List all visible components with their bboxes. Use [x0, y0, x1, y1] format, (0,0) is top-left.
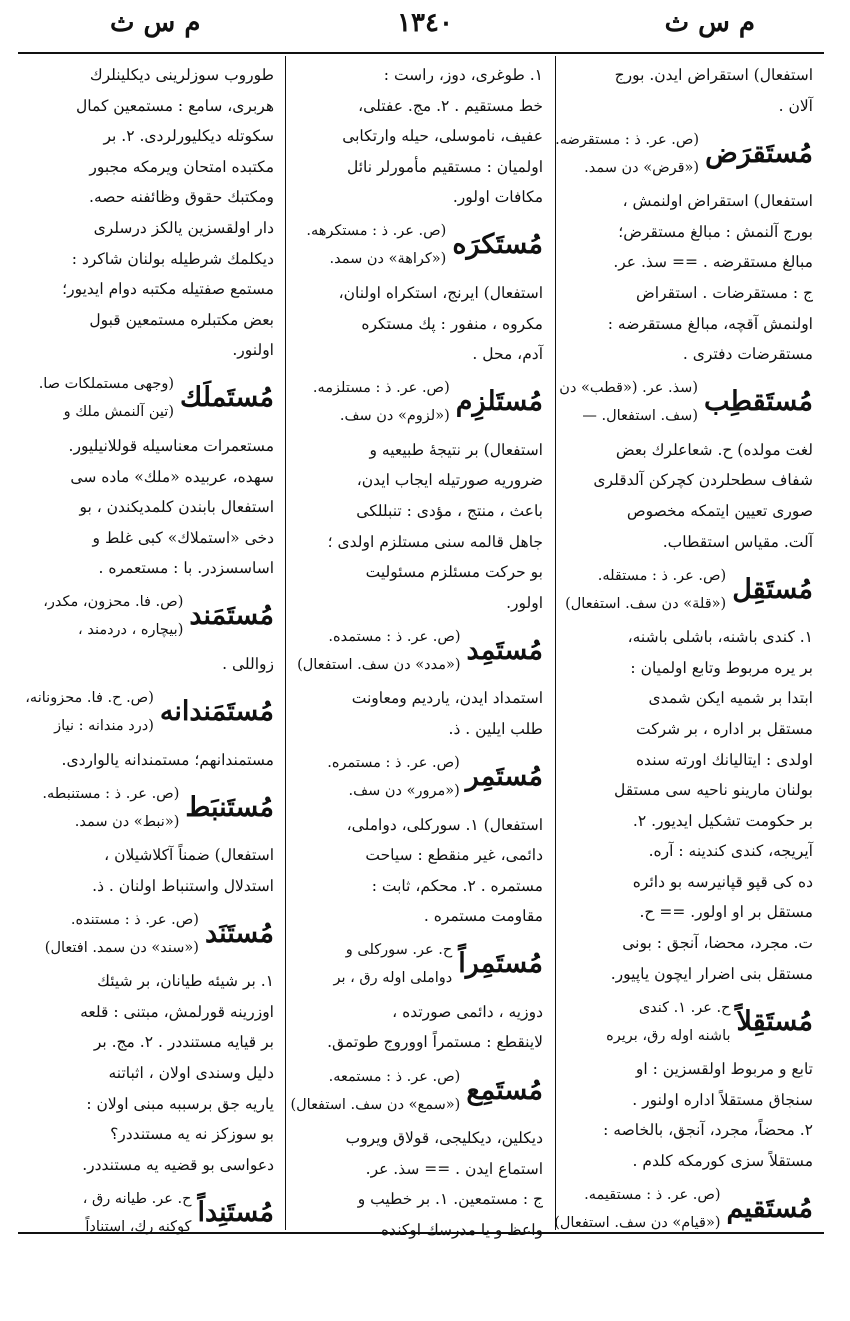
definition-line: اساسسزدر. با : مستعمره .: [98, 559, 274, 578]
definition-line: عفیف، ناموسلی، حیله وارتکابی: [342, 127, 543, 146]
definition-line: دوزیه ، دائمی صورتده ،: [392, 1002, 543, 1021]
definition-line: استفعال) بر نتیجهٔ طبیعیه و: [369, 440, 543, 459]
column-right: [554, 60, 813, 1232]
definition-line: استفعال) ١. سورکلی، دواملی،: [346, 815, 543, 834]
definition-line: طوروب سوزلرینی دیکلینلرك: [89, 66, 274, 84]
headword: مُستَملَك: [180, 382, 274, 414]
grammar-note: [555, 126, 699, 182]
grammar-line: («سند» دن سمد. افتعال): [44, 939, 199, 956]
definition-line: مکتبده امتحان ویرمکه مجبور: [89, 157, 274, 176]
dictionary-entry: [563, 559, 813, 620]
grammar-line: (ص. عر. ذ : مستنبطه.: [42, 785, 180, 802]
grammar-line: (ص. ح. فا. محزونانه،: [25, 690, 154, 706]
grammar-note: [43, 588, 183, 644]
definition-line: ١. طوغری، دوز، راست :: [383, 66, 543, 84]
dictionary-entry: [290, 1060, 543, 1121]
headword: مُستَکرَه: [452, 229, 543, 261]
definition-line: آیریجه، کندی کندینه : آره.: [648, 842, 813, 861]
grammar-line: (ص. عر. ذ : مستکرهه.: [306, 223, 447, 240]
definition-line: دخی «استملاك» کبی غلط و: [92, 528, 274, 547]
definition-line: مکافات اولور.: [452, 188, 543, 207]
grammar-note: [45, 906, 199, 962]
grammar-line: (ص. عر. ذ : مستمده.: [328, 628, 461, 645]
definition-line: استفعال) استقراض ایدن. بورج: [614, 66, 813, 84]
dictionary-entry: [293, 934, 543, 995]
definition-line: واعظ و یا مدرسك اوکنده: [380, 1220, 543, 1239]
definition-line: استفعال بابندن کلمدیکندن ، بو: [79, 498, 274, 517]
definition-line: آلت. مقیاس استقطاب.: [662, 532, 813, 551]
headword: مُستَقیم: [726, 1193, 813, 1225]
grammar-line: («لزوم» دن سف.: [339, 408, 450, 425]
dictionary-entry: [293, 215, 543, 276]
definition-line: اولنمش آقچه، مبالغ مستقرضه :: [607, 314, 813, 333]
definition-line: اولدی : ایتالیانك اورته سنده: [635, 750, 813, 769]
definition-line: آدم، محل .: [472, 345, 543, 364]
headword: مُستَقطِب: [703, 386, 813, 418]
grammar-line: («قرض» دن سمد.: [584, 159, 700, 176]
dictionary-entry: [24, 368, 274, 429]
running-head-left: م س ث: [110, 8, 201, 38]
grammar-note: [565, 562, 726, 618]
definition-line: استمداد ایدن، یاردیم ومعاونت: [351, 689, 543, 708]
definition-line: صوری تعیین ایتمکه مخصوص: [626, 501, 813, 520]
definition-line: بورج آلنمش : مبالغ مستقرض؛: [618, 222, 813, 241]
definition-line: دعواسی بو قضیه یه مستنددر.: [82, 1155, 274, 1174]
grammar-line: (ص. فا. محزون، مکدر،: [43, 594, 184, 611]
column-left: [24, 60, 274, 1235]
definition-line: آلان .: [778, 96, 813, 115]
definition-line: دلیل وسندی اولان ، اثباتنه: [108, 1064, 274, 1083]
definition-line: دیکلین، دیکلیجی، قولاق ویروب: [345, 1129, 543, 1148]
dictionary-entry: [555, 123, 813, 184]
dictionary-entry: [559, 372, 813, 433]
definition-line: لاینقطع : مستمراً اووروج طوتمق.: [327, 1033, 543, 1052]
grammar-line: ح. عر. سورکلی و: [345, 942, 453, 959]
dictionary-entry: [24, 586, 274, 647]
grammar-note: [559, 374, 698, 430]
header-rule: [18, 52, 824, 54]
definition-line: ١. کندی باشنه، باشلی باشنه،: [627, 628, 813, 647]
dictionary-entry: [24, 903, 274, 964]
footer-rule: [18, 1232, 824, 1234]
definition-line: ده کی قپو قپانیرسه بو دائره: [632, 872, 813, 891]
definition-line: بولنان مارینو ناحیه سی مستقل: [614, 781, 813, 800]
grammar-line: (ص. عر. ذ : مستمره.: [327, 755, 460, 771]
definition-line: دیکلمك شرطیله بولنان شاکرد :: [71, 249, 274, 268]
dictionary-entry: [293, 372, 543, 433]
dictionary-entry: [24, 1182, 274, 1243]
definition-line: شفاف سطحلردن کچرکن آلدقلری: [593, 471, 813, 490]
headword: مُستَلزِم: [455, 386, 543, 418]
definition-line: بر یره مربوط وتابع اولمیان :: [630, 658, 813, 677]
grammar-line: (ص. عر. ذ : مستمعه.: [328, 1068, 461, 1085]
grammar-line: باشنه اوله رق، بریره: [606, 1027, 731, 1044]
definition-line: خط مستقیم . ٢. مج. عفتلی،: [358, 96, 543, 115]
dictionary-entry: [24, 682, 274, 743]
dictionary-entry: [293, 747, 543, 808]
definition-line: بر حکومت تشکیل ایدیور. ٢.: [632, 811, 813, 830]
page-number: ١٣٤٠: [397, 8, 453, 38]
grammar-line: (سذ. عر. («قطب» دن: [559, 380, 698, 397]
grammar-line: («کراهة» دن سمد.: [329, 251, 447, 268]
definition-line: مقاومت مستمره .: [423, 907, 543, 926]
definition-line: مکروه ، منفور : پك مستکره: [361, 314, 543, 333]
headword: مُستَمِر: [465, 761, 543, 792]
definition-line: مستقل بر او اولور. == ح.: [639, 903, 813, 922]
headword: مُستَقِلاً: [736, 1005, 813, 1037]
grammar-line: («مرور» دن سف.: [348, 783, 460, 799]
definition-line: دار اولقسزین یالکز درسلری: [93, 218, 274, 237]
grammar-note: [25, 684, 154, 740]
grammar-note: [554, 1181, 720, 1237]
headword: مُستَقرَض: [705, 137, 813, 169]
grammar-line: («قیام» دن سف. استفعال): [554, 1215, 721, 1232]
headword: مُستَمِع: [466, 1074, 543, 1106]
grammar-line: ح. عر. ١. کندی: [638, 999, 731, 1016]
definition-line: ومکتبك حقوق وظائفنه حصه.: [89, 188, 274, 207]
running-head-right: م س ث: [664, 8, 755, 38]
grammar-note: [297, 623, 460, 679]
definition-line: ٢. محضاً، مجرد، آنجق، بالخاصه :: [603, 1121, 813, 1140]
page-header: [0, 0, 850, 52]
definition-line: مبالغ مستقرضه . == سذ. عر.: [613, 253, 813, 272]
definition-line: سکوتله دیکلیورلردی. ٢. بر: [103, 127, 274, 146]
headword: مُستَنَد: [204, 917, 274, 949]
grammar-line: («نبط» دن سمد.: [74, 813, 180, 830]
grammar-line: («مدد» دن سف. استفعال): [297, 656, 461, 673]
grammar-line: (ص. عر. ذ : مستقیمه.: [584, 1187, 721, 1204]
grammar-line: (بیچاره ، دردمند ،: [78, 622, 184, 639]
grammar-line: (سف. استفعال. —: [582, 408, 698, 425]
headword: مُستَنِداً: [197, 1196, 274, 1228]
grammar-line: دواملی اوله رق ، بر: [333, 970, 453, 987]
column-divider-left: [285, 56, 286, 1230]
headword: مُستَنبَط: [185, 791, 274, 823]
definition-line: ابتدا بر شمیه ایکن شمدی: [648, 689, 813, 708]
headword: مُستَمِراً: [458, 948, 543, 980]
definition-line: جاهل قالمه سنی مستلزم اولدی ؛: [327, 532, 543, 551]
headword: مُستَمَند: [189, 600, 274, 632]
headword: مُستَمَندانه: [159, 696, 274, 727]
grammar-note: [290, 1063, 460, 1119]
definition-line: بر قیایه مستنددر . ٢. مج. بر: [93, 1033, 274, 1052]
definition-line: یاریه جق برسببه مبنی اولان :: [86, 1094, 274, 1113]
definition-line: ج : مستمعین. ١. بر خطیب و: [357, 1190, 543, 1209]
grammar-line: (درد مندانه : نیاز: [54, 718, 154, 734]
definition-line: اولمیان : مستقیم مأمورلر نائل: [346, 157, 543, 176]
definition-line: اوزرینه قورلمش، مبتنی : قلعه: [80, 1002, 274, 1021]
definition-line: مستمره . ٢. محکم، ثابت :: [371, 876, 543, 895]
grammar-note: [42, 780, 179, 836]
grammar-line: («قلة» دن سف. استفعال): [565, 595, 727, 612]
definition-line: هربری، سامع : مستمعین کمال: [76, 96, 274, 115]
grammar-line: (ص. عر. ذ : مستلزمه.: [312, 380, 450, 397]
definition-line: مستعمرات معناسیله قوللانیلیور.: [68, 436, 274, 455]
dictionary-entry: [554, 1179, 813, 1240]
definition-line: طلب ایلین . ذ.: [448, 719, 543, 738]
definition-line: باعث ، منتج ، مؤدی : تنبللکی: [356, 501, 543, 520]
grammar-note: [39, 370, 174, 426]
grammar-line: (ص. عر. ذ : مستنده.: [70, 911, 199, 928]
definition-line: مستقلاً سزی کورمکه کلدم .: [632, 1152, 813, 1171]
definition-line: مستمندانهم؛ مستمندانه یالواردی.: [61, 750, 274, 769]
headword: مُستَمِد: [466, 634, 543, 666]
headword: مُستَقِل: [732, 573, 813, 605]
definition-line: ضروریه صورتیله ایجاب ایدن،: [356, 471, 543, 490]
grammar-note: [306, 217, 446, 273]
definition-line: استفعال) ضمناً آکلاشیلان ،: [104, 846, 274, 865]
grammar-line: (وجهی مستملکات صا.: [38, 376, 174, 393]
definition-line: اولور.: [506, 593, 543, 612]
column-middle: [290, 60, 543, 1239]
grammar-line: کوکنه رك، استناداً: [85, 1218, 192, 1235]
grammar-line: (ص. عر. ذ : مستقله.: [597, 567, 727, 584]
definition-line: لغت مولده) ح. شعاعلرك بعض: [615, 440, 813, 459]
definition-line: اولنور.: [232, 341, 274, 360]
grammar-line: (تین آلنمش ملك و: [63, 404, 174, 421]
grammar-line: (ص. عر. ذ : مستقرضه.: [555, 131, 700, 148]
definition-line: سهده، عربیده «ملك» ماده سی: [70, 467, 274, 486]
dictionary-entry: [24, 777, 274, 838]
definition-line: بو حرکت مسئلزم مسئولیت: [365, 563, 543, 582]
definition-line: بعض مکتبلره مستمعین قبول: [89, 310, 274, 329]
definition-line: استفعال) ایرنج، استکراه اولنان،: [338, 283, 543, 302]
grammar-note: [334, 936, 453, 992]
grammar-note: [327, 749, 460, 805]
definition-line: تابع و مربوط اولقسزین : او: [635, 1060, 813, 1079]
grammar-line: ح. عر. طیانه رق ،: [82, 1190, 192, 1207]
dictionary-entry: [563, 991, 813, 1052]
definition-line: استفعال) استقراض اولنمش ،: [622, 192, 813, 211]
definition-line: مستمع صفتیله مکتبه دوام ایدیور؛: [62, 280, 274, 299]
definition-line: مستقل بر اداره ، بر شرکت: [635, 719, 813, 738]
dictionary-entry: [293, 620, 543, 681]
definition-line: ت. مجرد، محضا، آنجق : بونی: [622, 934, 813, 953]
definition-line: سنجاق مستقلاً اداره اولنور .: [632, 1090, 813, 1109]
definition-line: دائمی، غیر منقطع : سیاحت: [365, 846, 543, 865]
definition-line: مستقل بنی اضرار ایچون یاپیور.: [610, 964, 813, 983]
grammar-note: [313, 374, 450, 430]
definition-line: استدلال واستنباط اولنان . ذ.: [92, 876, 274, 895]
grammar-note: [606, 994, 730, 1050]
column-divider-right: [555, 56, 556, 1230]
definition-line: ج : مستقرضات . استقراض: [636, 283, 813, 302]
definition-line: استماع ایدن . == سذ. عر.: [365, 1159, 543, 1178]
definition-line: بو سوزکز نه یه مستنددر؟: [110, 1125, 274, 1144]
definition-line: ١. بر شیئه طیانان، بر شیئك: [97, 972, 274, 991]
grammar-line: («سمع» دن سف. استفعال): [290, 1096, 461, 1113]
definition-line: مستقرضات دفتری .: [682, 345, 813, 364]
definition-line: زواللی .: [222, 654, 274, 673]
